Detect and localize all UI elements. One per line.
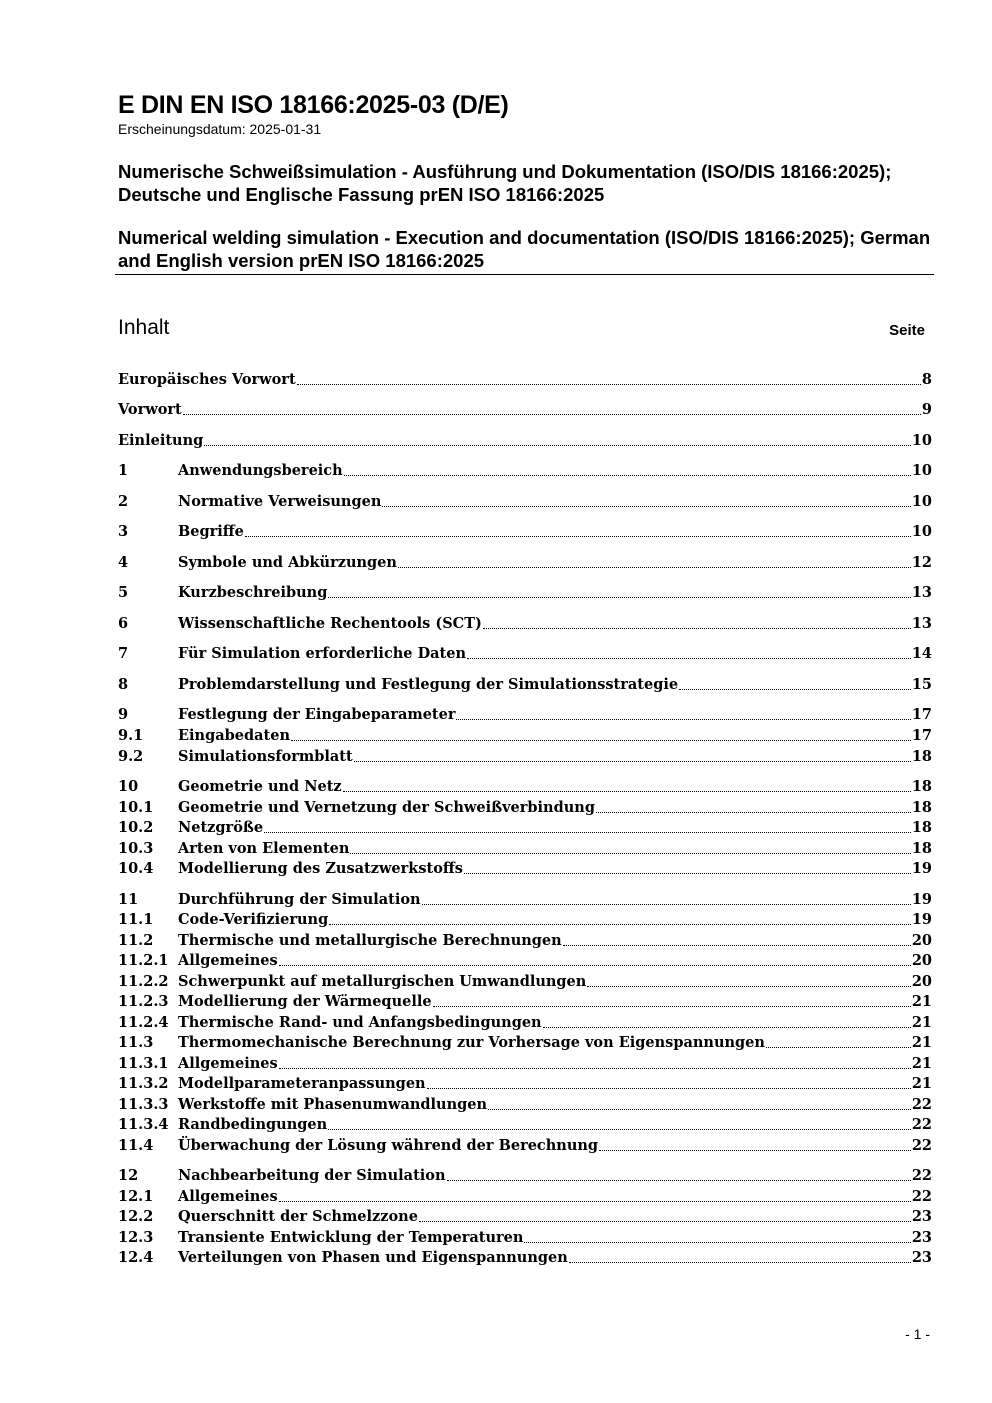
toc-entry-number: 11.3.2 (118, 1075, 169, 1092)
toc-dot-leader (204, 431, 911, 446)
toc-entry[interactable] (118, 1248, 932, 1268)
toc-entry-title: Querschnitt der Schmelzzone (178, 1208, 418, 1225)
toc-entry-title-wrap (178, 705, 912, 725)
toc-entry-page: 18 (911, 840, 932, 857)
toc-entry-number: 8 (118, 676, 129, 693)
toc-entry-title: Symbole und Abkürzungen (178, 554, 397, 571)
toc-entry-title-wrap (178, 1074, 912, 1094)
toc-dot-leader (464, 859, 911, 874)
toc-entry[interactable] (118, 370, 932, 390)
toc-dot-leader (679, 675, 911, 690)
toc-entry-page: 22 (911, 1137, 932, 1154)
toc-entry-page: 17 (911, 727, 932, 744)
toc-entry[interactable] (118, 1136, 932, 1156)
toc-dot-leader (587, 972, 910, 987)
toc-entry-number: 11 (118, 891, 139, 908)
toc-entry-page: 12 (911, 554, 932, 571)
toc-entry[interactable] (118, 839, 932, 859)
toc-entry-number: 9.2 (118, 748, 144, 765)
toc-entry-title-wrap (178, 461, 912, 481)
toc-entry-title-wrap (178, 992, 912, 1012)
toc-entry-title: Für Simulation erforderliche Daten (178, 645, 467, 662)
toc-dot-leader (596, 798, 911, 813)
toc-dot-leader (279, 1054, 911, 1069)
title-german: Numerische Schweißsimulation - Ausführung und Dokumentation (ISO/DIS 18166:2025); Deutsche und Englische Fassung prEN ISO 18166:2025 (118, 161, 892, 205)
toc-dot-leader (488, 1095, 911, 1110)
toc-entry[interactable] (118, 910, 932, 930)
toc-entry[interactable] (118, 777, 932, 797)
toc-entry-number: 6 (118, 615, 129, 632)
toc-entry-title: Allgemeines (178, 1055, 278, 1072)
toc-entry[interactable] (118, 461, 932, 481)
toc-dot-leader (350, 839, 910, 854)
toc-entry-number: 11.2.1 (118, 952, 169, 969)
toc-entry-number: 1 (118, 462, 129, 479)
toc-entry-title: Problemdarstellung und Festlegung der Simulationsstrategie (178, 676, 679, 693)
toc-entry-number: 3 (118, 523, 129, 540)
toc-entry-number: 11.3.4 (118, 1116, 169, 1133)
toc-entry[interactable] (118, 1054, 932, 1074)
toc-dot-leader (328, 1115, 911, 1130)
toc-entry-number: 9 (118, 706, 129, 723)
toc-dot-leader (344, 461, 911, 476)
toc-entry[interactable] (118, 992, 932, 1012)
toc-entry-title-wrap (178, 1248, 912, 1268)
toc-entry-page: 20 (911, 932, 932, 949)
toc-entry-title-wrap (178, 890, 912, 910)
toc-entry-title-wrap (178, 583, 912, 603)
toc-entry-title: Eingabedaten (178, 727, 290, 744)
toc-entry[interactable] (118, 1033, 932, 1053)
toc-dot-leader (422, 890, 911, 905)
toc-entry-number: 7 (118, 645, 129, 662)
toc-entry-title: Thermomechanische Berechnung zur Vorhersage von Eigenspannungen (178, 1034, 765, 1051)
toc-entry-number: 4 (118, 554, 129, 571)
toc-entry-title-wrap (178, 818, 912, 838)
toc-entry-page: 22 (911, 1167, 932, 1184)
document-id: E DIN EN ISO 18166:2025-03 (D/E) (118, 91, 509, 119)
toc-dot-leader (433, 992, 911, 1007)
toc-dot-leader (569, 1248, 911, 1263)
toc-entry-title-wrap (118, 370, 922, 390)
toc-entry[interactable] (118, 705, 932, 725)
toc-entry-title: Werkstoffe mit Phasenumwandlungen (178, 1096, 488, 1113)
toc-entry-page: 10 (911, 432, 932, 449)
toc-entry-title: Verteilungen von Phasen und Eigenspannungen (178, 1249, 568, 1266)
toc-entry[interactable] (118, 1166, 932, 1186)
toc-dot-leader (456, 705, 910, 720)
toc-dot-leader (354, 747, 911, 762)
toc-entry-title-wrap (178, 910, 912, 930)
toc-entry-page: 21 (911, 993, 932, 1010)
toc-entry[interactable] (118, 1228, 932, 1248)
toc-entry-number: 11.1 (118, 911, 154, 928)
toc-entry-page: 18 (911, 778, 932, 795)
toc-entry-page: 23 (911, 1249, 932, 1266)
toc-entry-title: Simulationsformblatt (178, 748, 353, 765)
toc-entry-page: 8 (921, 371, 932, 388)
toc-entry-number: 12.3 (118, 1229, 154, 1246)
toc-entry-page: 21 (911, 1014, 932, 1031)
toc-entry[interactable] (118, 1115, 932, 1135)
toc-entry-title-wrap (178, 931, 912, 951)
toc-entry-number: 11.3.3 (118, 1096, 169, 1113)
toc-entry[interactable] (118, 614, 932, 634)
toc-entry-title-wrap (178, 1166, 912, 1186)
toc-entry-title-wrap (178, 1095, 912, 1115)
toc-entry[interactable] (118, 1074, 932, 1094)
toc-entry-title: Festlegung der Eingabeparameter (178, 706, 456, 723)
toc-dot-leader (398, 553, 911, 568)
toc-entry-title: Überwachung der Lösung während der Berechnung (178, 1137, 599, 1154)
toc-entry-title: Schwerpunkt auf metallurgischen Umwandlungen (178, 973, 587, 990)
toc-entry-title-wrap (178, 1228, 912, 1248)
toc-entry-page: 19 (911, 860, 932, 877)
toc-entry-title: Begriffe (178, 523, 244, 540)
toc-entry-number: 10.3 (118, 840, 154, 857)
toc-entry[interactable] (118, 492, 932, 512)
toc-entry-page: 10 (911, 523, 932, 540)
toc-entry-number: 11.2.2 (118, 973, 169, 990)
toc-entry[interactable] (118, 522, 932, 542)
toc-entry-page: 19 (911, 911, 932, 928)
toc-entry[interactable] (118, 818, 932, 838)
toc-entry-title-wrap (178, 1115, 912, 1135)
toc-dot-leader (427, 1074, 911, 1089)
toc-entry[interactable] (118, 675, 932, 695)
toc-dot-leader (328, 583, 910, 598)
toc-dot-leader (419, 1207, 911, 1222)
toc-entry-number: 10 (118, 778, 139, 795)
toc-entry-page: 18 (911, 799, 932, 816)
toc-entry-title: Modellierung der Wärmequelle (178, 993, 432, 1010)
toc-dot-leader (447, 1166, 911, 1181)
toc-entry-page: 23 (911, 1229, 932, 1246)
toc-entry[interactable] (118, 644, 932, 664)
toc-entry-title: Europäisches Vorwort (118, 371, 296, 388)
toc-entry-title: Vorwort (118, 401, 182, 418)
toc-dot-leader (329, 910, 911, 925)
toc-entry-title-wrap (178, 614, 912, 634)
toc-entry[interactable] (118, 747, 932, 767)
toc-entry-number: 11.2.3 (118, 993, 169, 1010)
toc-entry-number: 9.1 (118, 727, 144, 744)
toc-dot-leader (766, 1033, 911, 1048)
toc-entry-title-wrap (178, 1033, 912, 1053)
toc-heading: Inhalt (118, 316, 170, 339)
toc-entry-page: 22 (911, 1188, 932, 1205)
toc-entry-title: Transiente Entwicklung der Temperaturen (178, 1229, 524, 1246)
toc-entry-title-wrap (178, 777, 912, 797)
page-number: - 1 - (905, 1326, 930, 1342)
toc-entry-number: 10.2 (118, 819, 154, 836)
title-english: Numerical welding simulation - Execution and documentation (ISO/DIS 18166:2025); German and English version prEN ISO 18166:2025 (118, 227, 931, 271)
document-header (118, 90, 934, 272)
toc-entry-title: Normative Verweisungen (178, 493, 382, 510)
toc-entry-number: 10.1 (118, 799, 154, 816)
toc-entry-title: Geometrie und Netz (178, 778, 342, 795)
toc-entry-title-wrap (178, 798, 912, 818)
toc-entry-title-wrap (178, 1207, 912, 1227)
toc-entry-page: 20 (911, 973, 932, 990)
toc-entry-title-wrap (178, 522, 912, 542)
toc-entry-title-wrap (178, 839, 912, 859)
toc-dot-leader (291, 726, 911, 741)
toc-entry-number: 12.2 (118, 1208, 154, 1225)
toc-entry-page: 23 (911, 1208, 932, 1225)
toc-entry-page: 13 (911, 615, 932, 632)
toc-entry-number: 10.4 (118, 860, 154, 877)
toc-entry[interactable] (118, 1013, 932, 1033)
toc-entry-page: 20 (911, 952, 932, 969)
toc-entry-page: 10 (911, 462, 932, 479)
toc-entry-number: 11.2.4 (118, 1014, 169, 1031)
toc-entry[interactable] (118, 1207, 932, 1227)
toc-page-column-label: Seite (889, 322, 925, 339)
toc-entry-page: 21 (911, 1055, 932, 1072)
toc-entry[interactable] (118, 400, 932, 420)
toc-entry-title: Einleitung (118, 432, 204, 449)
toc-entry-number: 2 (118, 493, 129, 510)
toc-entry-title-wrap (178, 1013, 912, 1033)
toc-entry-number: 11.3 (118, 1034, 154, 1051)
toc-entry-page: 10 (911, 493, 932, 510)
toc-entry-title-wrap (178, 1187, 912, 1207)
toc-entry-title: Geometrie und Vernetzung der Schweißverbindung (178, 799, 595, 816)
toc-entry[interactable] (118, 859, 932, 879)
toc-entry-page: 18 (911, 819, 932, 836)
toc-entry-page: 13 (911, 584, 932, 601)
toc-entry-page: 22 (911, 1116, 932, 1133)
toc-entry-title-wrap (178, 972, 912, 992)
toc-dot-leader (183, 400, 921, 415)
toc-entry[interactable] (118, 931, 932, 951)
toc-entry-title-wrap (178, 1054, 912, 1074)
toc-entry-page: 18 (911, 748, 932, 765)
toc-entry-title: Kurzbeschreibung (178, 584, 328, 601)
toc-dot-leader (245, 522, 911, 537)
toc-dot-leader (467, 644, 911, 659)
toc-entry[interactable] (118, 890, 932, 910)
toc-entry-title-wrap (178, 553, 912, 573)
toc-entry-title: Code-Verifizierung (178, 911, 329, 928)
toc-entry-title-wrap (178, 859, 912, 879)
toc-entry[interactable] (118, 1187, 932, 1207)
toc-entry-title: Allgemeines (178, 1188, 278, 1205)
toc-entry-title: Allgemeines (178, 952, 278, 969)
toc-entry-title: Netzgröße (178, 819, 264, 836)
toc-entry[interactable] (118, 726, 932, 746)
toc-entry-title-wrap (118, 431, 912, 451)
toc-dot-leader (279, 951, 911, 966)
toc-entry-title-wrap (178, 726, 912, 746)
publication-date: Erscheinungsdatum: 2025-01-31 (118, 121, 322, 137)
toc-entry-number: 11.2 (118, 932, 154, 949)
toc-entry-title-wrap (178, 951, 912, 971)
toc-entry-number: 12.1 (118, 1188, 154, 1205)
toc-dot-leader (343, 777, 911, 792)
toc-dot-leader (543, 1013, 911, 1028)
toc-dot-leader (599, 1136, 911, 1151)
toc-entry[interactable] (118, 583, 932, 603)
toc-entry-page: 21 (911, 1075, 932, 1092)
toc-entry-title-wrap (178, 747, 912, 767)
toc-entry-title: Modellparameteranpassungen (178, 1075, 426, 1092)
header-divider (115, 274, 934, 275)
toc-dot-leader (524, 1228, 910, 1243)
toc-entry[interactable] (118, 798, 932, 818)
toc-entry-title: Arten von Elementen (178, 840, 350, 857)
toc-dot-leader (297, 370, 921, 385)
toc-entry[interactable] (118, 951, 932, 971)
toc-entry-page: 14 (911, 645, 932, 662)
toc-entry-number: 12.4 (118, 1249, 154, 1266)
toc-dot-leader (264, 818, 911, 833)
toc-entry-title-wrap (118, 400, 922, 420)
toc-entry-page: 17 (911, 706, 932, 723)
toc-entry-title-wrap (178, 644, 912, 664)
toc-entry-title: Randbedingungen (178, 1116, 328, 1133)
toc-entry[interactable] (118, 972, 932, 992)
toc-entry-page: 19 (911, 891, 932, 908)
toc-entry-number: 12 (118, 1167, 139, 1184)
toc-entry-title-wrap (178, 492, 912, 512)
toc-entry-title-wrap (178, 1136, 912, 1156)
toc-dot-leader (563, 931, 911, 946)
toc-entry-page: 9 (921, 401, 932, 418)
toc-dot-leader (382, 492, 910, 507)
toc-entry-page: 15 (911, 676, 932, 693)
toc-entry-title: Anwendungsbereich (178, 462, 343, 479)
toc-entry-title: Nachbearbeitung der Simulation (178, 1167, 446, 1184)
toc-entry-number: 11.4 (118, 1137, 154, 1154)
toc-entry-page: 21 (911, 1034, 932, 1051)
toc-entry-title: Wissenschaftliche Rechentools (SCT) (178, 615, 482, 632)
toc-entry[interactable] (118, 553, 932, 573)
toc-entry-title: Thermische Rand- und Anfangsbedingungen (178, 1014, 542, 1031)
toc-entry-title: Thermische und metallurgische Berechnungen (178, 932, 562, 949)
toc-entry[interactable] (118, 431, 932, 451)
toc-entry-title: Durchführung der Simulation (178, 891, 421, 908)
toc-entry-number: 11.3.1 (118, 1055, 169, 1072)
toc-dot-leader (279, 1187, 911, 1202)
toc-entry-title: Modellierung des Zusatzwerkstoffs (178, 860, 463, 877)
toc-entry-page: 22 (911, 1096, 932, 1113)
toc-entry[interactable] (118, 1095, 932, 1115)
toc-entry-number: 5 (118, 584, 129, 601)
toc-dot-leader (483, 614, 911, 629)
toc-entry-title-wrap (178, 675, 912, 695)
